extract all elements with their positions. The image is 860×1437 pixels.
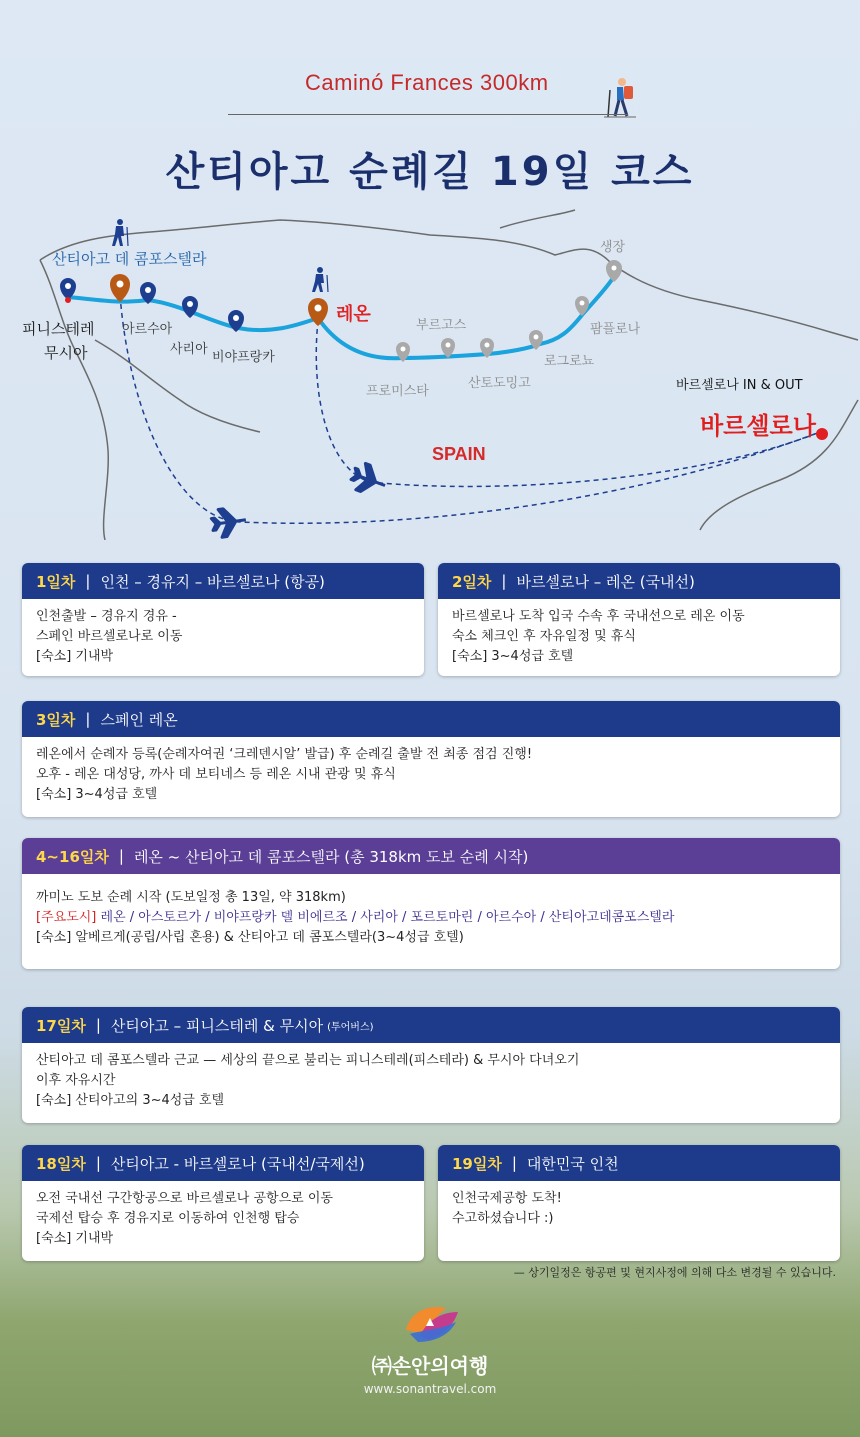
label-arzua: 아르수아 — [122, 322, 173, 337]
label-saint-jean: 생장 — [600, 240, 626, 255]
label-barcelona: 바르셀로나 — [700, 412, 816, 440]
label-finisterre: 피니스테레 — [22, 320, 95, 338]
day19-label: 19일차 — [452, 1154, 502, 1173]
day1-line: 인천출발 – 경유지 경유 - — [36, 609, 177, 624]
day2-title: 바르셀로나 – 레온 (국내선) — [516, 572, 695, 591]
course-subtitle: Caminó Frances 300km — [305, 70, 549, 95]
day18-header: 18일차 | 산티아고 - 바르셀로나 (국내선/국제선) — [22, 1145, 424, 1181]
hiker-mini-icon — [312, 267, 328, 292]
day19-line: 수고하셨습니다 :) — [452, 1211, 554, 1226]
title-divider — [228, 114, 628, 115]
day1-title: 인천 – 경유지 – 바르셀로나 (항공) — [100, 572, 325, 591]
day4-16-line: [숙소] 알베르게(공립/사립 혼용) & 산티아고 데 콤포스텔라(3~4성급 호텔) — [36, 930, 464, 945]
day4-16-card — [22, 838, 840, 969]
day18-label: 18일차 — [36, 1154, 86, 1173]
day2-line: [숙소] 3~4성급 호텔 — [452, 649, 574, 664]
day4-16-header: 4~16일차 | 레온 ~ 산티아고 데 콤포스텔라 (총 318km 도보 순례 시작) — [22, 838, 840, 874]
label-santiago: 산티아고 데 콤포스텔라 — [52, 250, 207, 268]
day19-card — [438, 1145, 840, 1261]
day2-label: 2일차 — [452, 572, 492, 591]
day3-header: 3일차 | 스페인 레온 — [22, 701, 840, 737]
day17-header: 17일차 | 산티아고 – 피니스테레 & 무시아 (투어버스) — [22, 1007, 840, 1043]
day2-header: 2일차 | 바르셀로나 – 레온 (국내선) — [438, 563, 840, 599]
header — [0, 0, 860, 560]
day17-body — [22, 1043, 840, 1119]
day17-title: 산티아고 – 피니스테레 & 무시아 — [110, 1016, 324, 1035]
page-title: 산티아고 순례길 19일 코스 — [165, 149, 695, 195]
route-map — [0, 200, 860, 540]
day17-label: 17일차 — [36, 1016, 86, 1035]
day17-line: 이후 자유시간 — [36, 1073, 116, 1088]
day1-line: [숙소] 기내박 — [36, 649, 114, 664]
hiker-icon — [602, 76, 638, 118]
day19-title: 대한민국 인천 — [526, 1154, 619, 1173]
day2-line: 숙소 체크인 후 자유일정 및 휴식 — [452, 629, 636, 644]
day3-line: [숙소] 3~4성급 호텔 — [36, 787, 158, 802]
day19-body — [438, 1181, 840, 1237]
pin-saint-jean — [606, 260, 622, 282]
day17-title-note: (투어버스) — [327, 1021, 374, 1033]
day19-header: 19일차 | 대한민국 인천 — [438, 1145, 840, 1181]
day3-line: 레온에서 순례자 등록(순례자여권 ‘크레덴시알’ 발급) 후 순례길 출발 전 최종 점검 진행! — [36, 747, 533, 762]
label-fromista: 프로미스타 — [366, 384, 429, 399]
airplane-icon — [348, 461, 390, 499]
day1-label: 1일차 — [36, 572, 76, 591]
day18-line: 국제선 탑승 후 경유지로 이동하여 인천행 탑승 — [36, 1211, 300, 1226]
schedule-note: — 상기일정은 항공편 및 현지사정에 의해 다소 변경될 수 있습니다. — [513, 1266, 836, 1279]
day18-card — [22, 1145, 424, 1261]
company-logo-icon — [400, 1300, 464, 1344]
label-muxia: 무시아 — [44, 344, 88, 362]
day2-body — [438, 599, 840, 675]
pin-barcelona — [816, 428, 828, 440]
label-villafranca: 비야프랑카 — [212, 350, 275, 365]
major-cities-tag: [주요도시] — [36, 910, 97, 925]
day4-16-title: 레온 ~ 산티아고 데 콤포스텔라 (총 318km 도보 순례 시작) — [133, 847, 529, 866]
airplane-icon — [210, 506, 248, 538]
label-barcelona-in-out: 바르셀로나 IN & OUT — [676, 378, 803, 393]
label-burgos: 부르고스 — [416, 318, 467, 333]
hiker-mini-icon — [112, 219, 128, 246]
label-logrono: 로그로뇨 — [544, 354, 595, 369]
day4-16-body — [22, 874, 840, 956]
day1-line: 스페인 바르셀로나로 이동 — [36, 629, 183, 644]
day19-line: 인천국제공항 도착! — [452, 1191, 562, 1206]
day17-line: [숙소] 산티아고의 3~4성급 호텔 — [36, 1093, 225, 1108]
pin-pamplona — [575, 296, 589, 316]
day2-line: 바르셀로나 도착 입국 수속 후 국내선으로 레온 이동 — [452, 609, 745, 624]
label-leon: 레온 — [336, 304, 371, 325]
day1-body — [22, 599, 424, 675]
day2-card — [438, 563, 840, 676]
label-spain: SPAIN — [432, 444, 486, 464]
label-pamplona: 팜플로나 — [590, 322, 641, 337]
day1-card — [22, 563, 424, 676]
day17-card — [22, 1007, 840, 1123]
company-url[interactable]: www.sonantravel.com — [363, 1382, 497, 1396]
company-name: ㈜손안의여행 — [371, 1354, 489, 1378]
day4-16-label: 4~16일차 — [36, 847, 109, 866]
day18-line: [숙소] 기내박 — [36, 1231, 114, 1246]
day4-16-cities-row — [36, 908, 826, 928]
label-sarria: 사리아 — [170, 342, 208, 357]
day17-line: 산티아고 데 콤포스텔라 근교 — 세상의 끝으로 불리는 피니스테레(피스테라) & 무시아 다녀오기 — [36, 1053, 580, 1068]
day1-header: 1일차 | 인천 – 경유지 – 바르셀로나 (항공) — [22, 563, 424, 599]
day3-label: 3일차 — [36, 710, 76, 729]
major-cities-list: 레온 / 아스토르가 / 비야프랑카 델 비에르조 / 사리아 / 포르토마린 / 아르수아 / 산티아고데콤포스텔라 — [96, 910, 675, 925]
day18-body — [22, 1181, 424, 1257]
day3-card — [22, 701, 840, 817]
day3-line: 오후 - 레온 대성당, 까사 데 보티네스 등 레온 시내 관광 및 휴식 — [36, 767, 396, 782]
day4-16-line: 까미노 도보 순례 시작 (도보일정 총 13일, 약 318km) — [36, 890, 346, 905]
day3-body — [22, 737, 840, 813]
day18-title: 산티아고 - 바르셀로나 (국내선/국제선) — [110, 1154, 365, 1173]
day18-line: 오전 국내선 구간항공으로 바르셀로나 공항으로 이동 — [36, 1191, 333, 1206]
day3-title: 스페인 레온 — [100, 710, 178, 729]
label-santo-domingo: 산토도밍고 — [468, 376, 531, 391]
pin-santiago — [110, 274, 130, 302]
